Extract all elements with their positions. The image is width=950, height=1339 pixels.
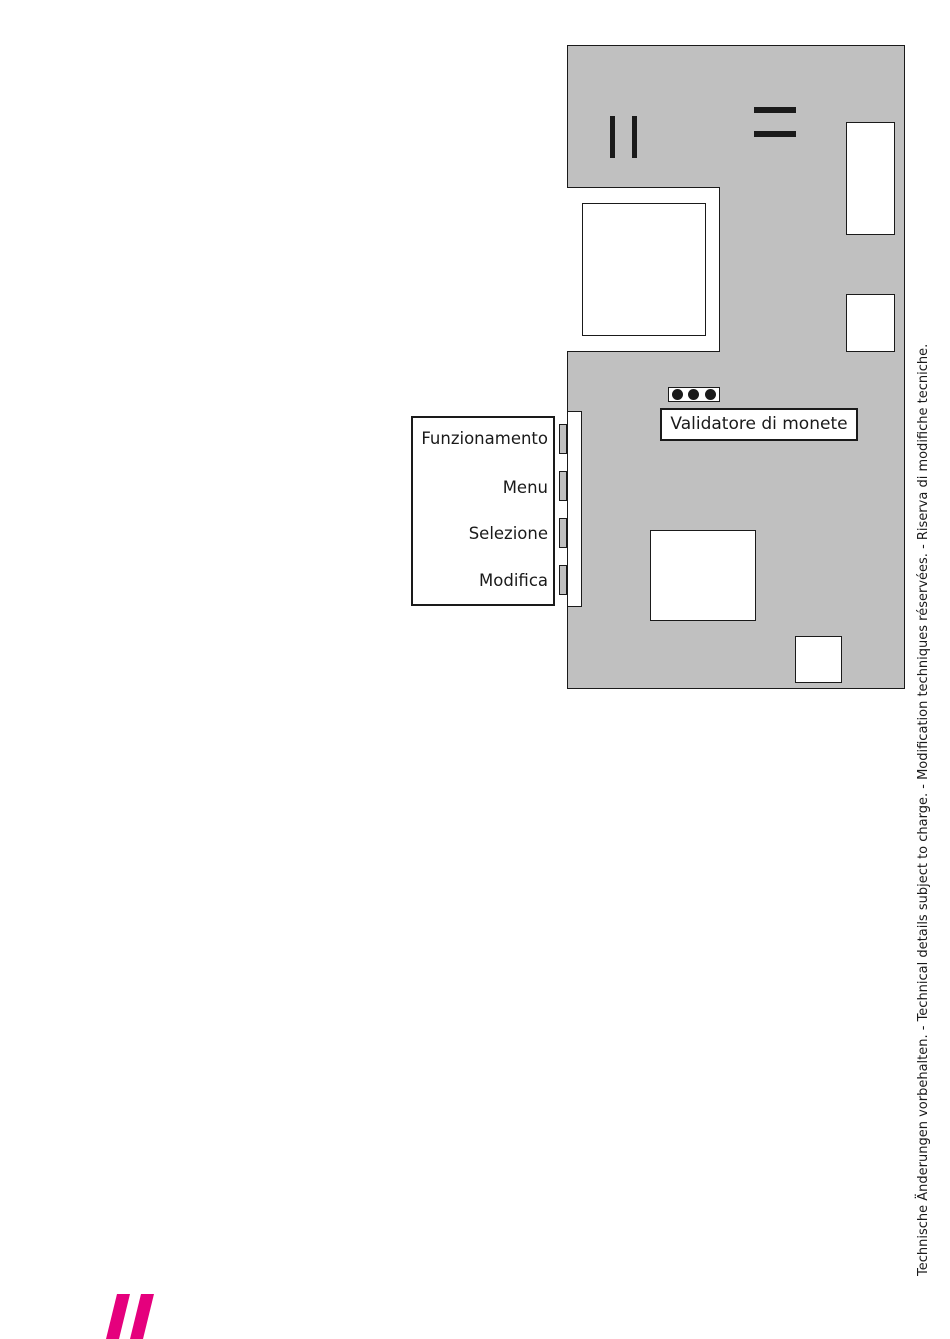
connector-top-right (846, 122, 895, 235)
connector-mid-right (846, 294, 895, 352)
switch-mark-left (610, 116, 615, 158)
pin-1 (672, 389, 683, 400)
button-labels-panel (411, 416, 555, 606)
button-modifica[interactable] (559, 565, 567, 595)
coin-validator-connector (668, 387, 720, 402)
button-funzionamento[interactable] (559, 424, 567, 454)
jumper-mark-bottom (754, 131, 796, 137)
label-funzionamento: Funzionamento (421, 429, 548, 448)
switch-mark-right (632, 116, 637, 158)
connector-bottom (795, 636, 842, 683)
display-module-inner (582, 203, 706, 336)
pin-2 (688, 389, 699, 400)
jumper-mark-top (754, 107, 796, 113)
double-slash-logo-icon (105, 1294, 159, 1339)
coin-validator-label: Validatore di monete (660, 408, 858, 441)
label-modifica: Modifica (479, 571, 548, 590)
button-selezione[interactable] (559, 518, 567, 548)
pin-3 (705, 389, 716, 400)
label-menu: Menu (502, 478, 548, 497)
label-selezione: Selezione (468, 524, 548, 543)
button-menu[interactable] (559, 471, 567, 501)
disclaimer-text: Technische Änderungen vorbehalten. - Technical details subject to charge. - Modification techniques réservées. - Riserva di modifiche tecniche. (916, 343, 931, 1276)
chip-module (650, 530, 756, 621)
button-strip (567, 411, 582, 607)
